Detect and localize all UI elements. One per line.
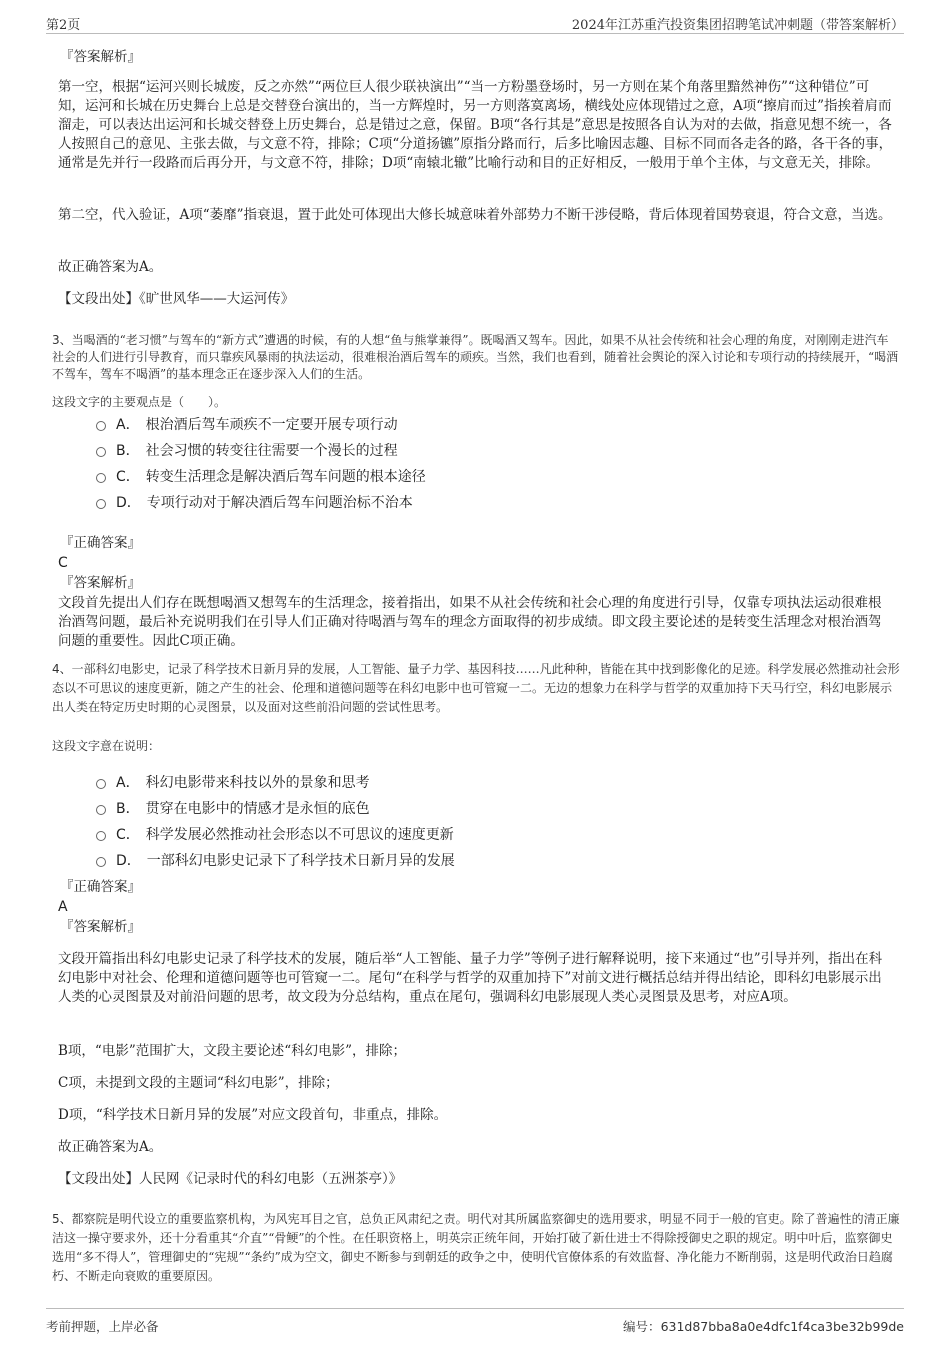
q2-source: 【文段出处】《旷世风华——大运河传》: [58, 291, 295, 307]
radio-icon[interactable]: [96, 805, 106, 815]
q3-question: 这段文字的主要观点是（ ）。: [52, 395, 227, 409]
question-text: 都察院是明代设立的重要监察机构，为风宪耳目之官，总负正风肃纪之责。明代对其所属监察御史的选用要求，明显不同于一般的官吏。除了普遍性的清正廉洁这一操守要求外，还十分看重其“介直”“骨鲠”的个性。在任职资格上，明英宗正统年间，开始打破了新仕进士不得除授御史之职的规定。明中叶后，监察御史选用“多不得人”，管理御史的“宪规”“条约”成为空文，御史不断参与到朝廷的政争之中，使明代官僚体系的有效监督、净化能力不断削弱，这是明代政治日趋腐朽、不断走向衰败的重要原因。: [52, 1212, 900, 1283]
q2-conclusion: 故正确答案为A。: [58, 259, 163, 275]
option-b[interactable]: B． 社会习惯的转变往往需要一个漫长的过程: [96, 438, 426, 464]
radio-icon[interactable]: [96, 831, 106, 841]
radio-icon[interactable]: [96, 779, 106, 789]
radio-icon[interactable]: [96, 499, 106, 509]
question-text: 一部科幻电影史，记录了科学技术日新月异的发展，人工智能、量子力学、基因科技……凡此种种，皆能在其中找到影像化的足迹。科学发展必然推动社会形态以不可思议的速度更新，随之产生的社会、伦理和道德问题等在科幻电影中也可管窥一二。无边的想象力在科学与哲学的双重加持下天马行空，科幻电影展示出人类在特定历史时期的心灵图景，以及面对这些前沿问题的尝试性思考。: [52, 662, 900, 714]
q4-question: 这段文字意在说明：: [52, 739, 161, 753]
question-number: 3、: [52, 333, 72, 347]
q4-options: [96, 770, 455, 874]
q4-option-b-analysis: B项，“电影”范围扩大，文段主要论述“科幻电影”，排除；: [58, 1043, 407, 1059]
q4-option-d-analysis: D项，“科学技术日新月异的发展”对应文段首句，非重点，排除。: [58, 1107, 448, 1123]
radio-icon[interactable]: [96, 473, 106, 483]
q3-stem: [52, 332, 900, 383]
option-c[interactable]: C． 科学发展必然推动社会形态以不可思议的速度更新: [96, 822, 455, 848]
radio-icon[interactable]: [96, 421, 106, 431]
correct-answer-tag: 『正确答案』: [60, 879, 141, 895]
q2-analysis-para2: 第二空，代入验证，A项“萎靡”指衰退，置于此处可体现出大修长城意味着外部势力不断干涉侵略，背后体现着国势衰退，符合文意，当选。: [58, 207, 892, 223]
correct-answer: A: [58, 899, 68, 915]
q4-stem: [52, 660, 900, 717]
question-text: 当喝酒的“老习惯”与驾车的“新方式”遭遇的时候，有的人想“鱼与熊掌兼得”。既喝酒又驾车。因此，如果不从社会传统和社会心理的角度，对刚刚走进汽车社会的人们进行引导教育，而只靠疾风暴雨的执法运动，很难根治酒后驾车的顽疾。当然，我们也看到，随着社会舆论的深入讨论和专项行动的持续展开，“喝酒不驾车，驾车不喝酒”的基本理念正在逐步深入人们的生活。: [52, 333, 899, 381]
q4-option-c-analysis: C项，未提到文段的主题词“科幻电影”，排除；: [58, 1075, 339, 1091]
option-a[interactable]: A． 科幻电影带来科技以外的景象和思考: [96, 770, 455, 796]
correct-answer-tag: 『正确答案』: [60, 535, 141, 551]
q3-analysis: 文段首先提出人们存在既想喝酒又想驾车的生活理念，接着指出，如果不从社会传统和社会心理的角度进行引导，仅靠专项执法运动很难根治酒驾问题，最后补充说明我们在引导人们正确对待喝酒与驾车的理念方面取得的初步成绩。即文段主要论述的是转变生活理念对根治酒驾问题的重要性。因此C项正确。: [58, 595, 882, 649]
radio-icon[interactable]: [96, 447, 106, 457]
q5-stem: [52, 1210, 900, 1286]
q2-analysis-para1: 第一空，根据“运河兴则长城废，反之亦然”“两位巨人很少联袂演出”“当一方粉墨登场时，另一方则在某个角落里黯然神伤”“这种错位”可知，运河和长城在历史舞台上总是交替登台演出的，当一方辉煌时，另一方则落寞离场，横线处应体现错过之意，A项“擦肩而过”指挨着肩而溜走，可以表达出运河和长城交替登上历史舞台，总是错过之意，保留。B项“各行其是”意思是按照各自认为对的去做，指意见想不统一，各人按照自己的意见、主张去做，与文意不符，排除；C项“分道扬镳”原指分路而行，后多比喻因志趣、目标不同而各走各的路，各干各的事，通常是先并行一段路而后再分开，与文意不符，排除；D项“南辕北辙”比喻行动和目的正好相反，一般用于单个主体，与文意无关，排除。: [58, 79, 893, 171]
option-d[interactable]: D． 一部科幻电影史记录下了科学技术日新月异的发展: [96, 848, 455, 874]
radio-icon[interactable]: [96, 857, 106, 867]
option-d[interactable]: D． 专项行动对于解决酒后驾车问题治标不治本: [96, 490, 426, 516]
document-title: 2024年江苏重汽投资集团招聘笔试冲刺题（带答案解析）: [571, 18, 904, 33]
page-footer: [46, 1308, 904, 1338]
page-number: 第2页: [46, 18, 81, 33]
correct-answer: C: [58, 555, 68, 571]
q4-analysis: 文段开篇指出科幻电影史记录了科学技术的发展，随后举“人工智能、量子力学”等例子进行解释说明，接下来通过“也”引导并列，指出在科幻电影中对社会、伦理和道德问题等也可管窥一二。尾句“在科学与哲学的双重加持下”对前文进行概括总结并得出结论，即科幻电影展示出人类的心灵图景及对前沿问题的思考，故文段为分总结构，重点在尾句，强调科幻电影展现人类心灵图景及思考，对应A项。: [58, 951, 883, 1005]
option-c[interactable]: C． 转变生活理念是解决酒后驾车问题的根本途径: [96, 464, 426, 490]
page-header: [46, 10, 904, 34]
q4-conclusion: 故正确答案为A。: [58, 1139, 163, 1155]
q4-source: 【文段出处】人民网《记录时代的科幻电影（五洲茶亭）》: [58, 1171, 403, 1187]
question-number: 5、: [52, 1212, 72, 1226]
document-code: 编号：631d87bba8a0e4dfc1f4ca3be32b99de: [623, 1319, 904, 1334]
analysis-tag: 『答案解析』: [60, 575, 141, 591]
q3-options: [96, 412, 426, 516]
option-b[interactable]: B． 贯穿在电影中的情感才是永恒的底色: [96, 796, 455, 822]
footer-slogan: 考前押题，上岸必备: [46, 1319, 159, 1334]
option-a[interactable]: A． 根治酒后驾车顽疾不一定要开展专项行动: [96, 412, 426, 438]
question-number: 4、: [52, 662, 72, 676]
analysis-tag: 『答案解析』: [60, 49, 141, 65]
analysis-tag: 『答案解析』: [60, 919, 141, 935]
